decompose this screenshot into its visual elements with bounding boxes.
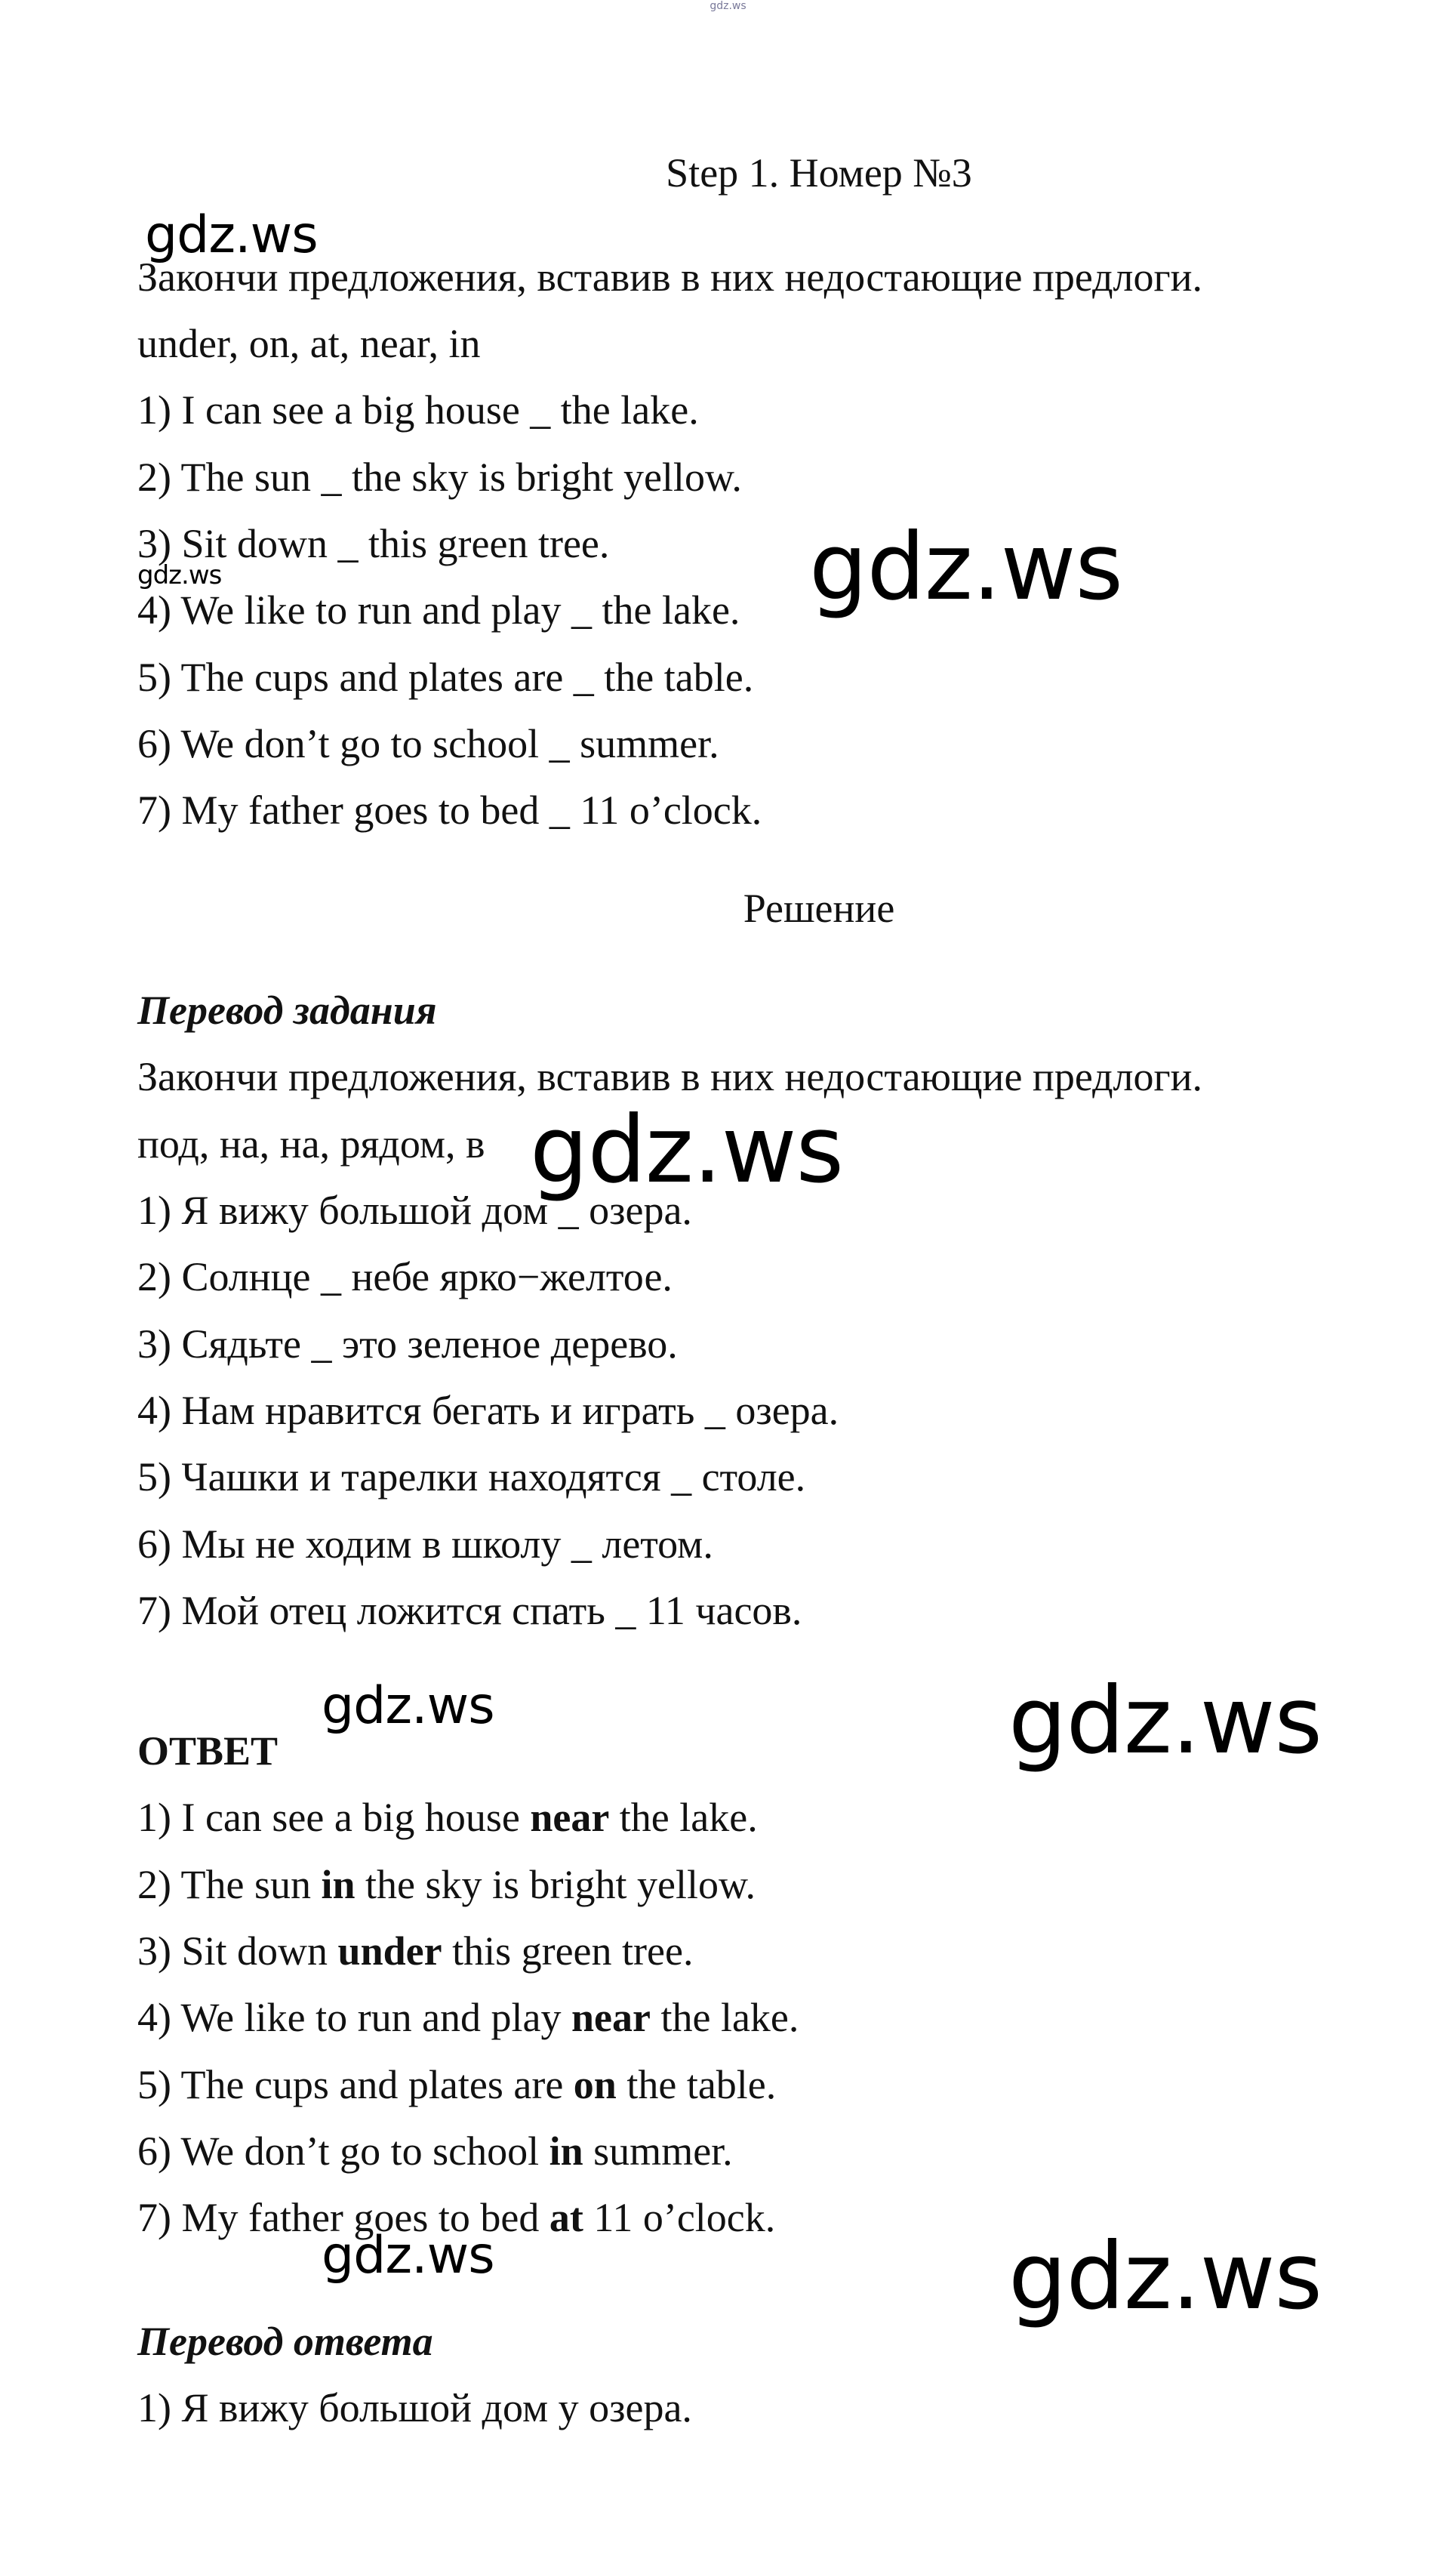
answer-preposition: near — [571, 1995, 651, 2040]
solution-heading: Решение — [743, 886, 895, 931]
watermark: gdz.ws — [1008, 1667, 1322, 1774]
task-sentence: 7) My father goes to bed _ 11 o’clock. — [137, 788, 762, 833]
watermark: gdz.ws — [1008, 2223, 1322, 2330]
task-sentence: 3) Sit down _ this green tree. — [137, 521, 610, 566]
answer-text: 3) Sit down — [137, 1928, 338, 1974]
top-watermark: gdz.ws — [710, 0, 746, 12]
answer-text: 6) We don’t go to school — [137, 2128, 549, 2174]
word-bank: under, on, at, near, in — [137, 321, 481, 366]
answer-text: the table. — [616, 2062, 777, 2107]
watermark: gdz.ws — [809, 513, 1123, 621]
task-sentence: 2) The sun _ the sky is bright yellow. — [137, 455, 742, 500]
task-sentence: 5) The cups and plates are _ the table. — [137, 655, 754, 700]
translated-sentence: 3) Сядьте _ это зеленое дерево. — [137, 1321, 678, 1367]
answer-text: 7) My father goes to bed — [137, 2195, 549, 2240]
watermark: gdz.ws — [322, 2226, 494, 2285]
translated-sentence: 2) Солнце _ небе ярко−желтое. — [137, 1254, 673, 1299]
task-sentence: 1) I can see a big house _ the lake. — [137, 387, 699, 433]
watermark: gdz.ws — [137, 560, 222, 590]
task-sentence: 6) We don’t go to school _ summer. — [137, 721, 719, 766]
answer-preposition: in — [549, 2128, 583, 2174]
answer-preposition: at — [549, 2195, 583, 2240]
task-sentence: 4) We like to run and play _ the lake. — [137, 587, 740, 633]
answer-text: 11 o’clock. — [583, 2195, 776, 2240]
translated-answer-line: 1) Я вижу большой дом у озера. — [137, 2385, 692, 2430]
watermark: gdz.ws — [322, 1676, 494, 1736]
answer-line — [137, 1861, 756, 1908]
translated-sentence: 7) Мой отец ложится спать _ 11 часов. — [137, 1588, 802, 1633]
translated-sentence: 5) Чашки и тарелки находятся _ столе. — [137, 1454, 806, 1500]
answer-line — [137, 1928, 693, 1974]
translated-sentence: 4) Нам нравится бегать и играть _ озера. — [137, 1388, 839, 1433]
answer-text: summer. — [583, 2128, 733, 2174]
answer-text: 2) The sun — [137, 1862, 322, 1907]
answer-text: 1) I can see a big house — [137, 1795, 531, 1840]
answer-text: the lake. — [609, 1795, 758, 1840]
answer-preposition: in — [321, 1862, 356, 1907]
task-instruction: Закончи предложения, вставив в них недостающие предлоги. — [137, 254, 1203, 300]
answer-line — [137, 1794, 758, 1841]
watermark: gdz.ws — [145, 205, 318, 265]
answer-text: the sky is bright yellow. — [355, 1862, 756, 1907]
answer-text: the lake. — [650, 1995, 799, 2040]
answer-line — [137, 1994, 799, 2041]
answer-text: 5) The cups and plates are — [137, 2062, 574, 2107]
task-translation-title: Перевод задания — [137, 988, 437, 1033]
answer-translation-title: Перевод ответа — [137, 2319, 433, 2364]
translated-sentence: 6) Мы не ходим в школу _ летом. — [137, 1521, 713, 1567]
answer-preposition: under — [337, 1928, 442, 1974]
answer-line — [137, 2061, 776, 2108]
answer-text: this green tree. — [442, 1928, 694, 1974]
answer-line — [137, 2128, 733, 2175]
translated-instruction: Закончи предложения, вставив в них недостающие предлоги. — [137, 1054, 1203, 1099]
answer-preposition: near — [530, 1795, 610, 1840]
translated-sentence: 1) Я вижу большой дом _ озера. — [137, 1188, 692, 1233]
answer-text: 4) We like to run and play — [137, 1995, 572, 2040]
watermark: gdz.ws — [530, 1096, 844, 1204]
translated-word-bank: под, на, на, рядом, в — [137, 1121, 485, 1167]
answer-title: ОТВЕТ — [137, 1728, 279, 1774]
answer-preposition: on — [573, 2062, 617, 2107]
page-title: Step 1. Номер №3 — [666, 150, 972, 196]
